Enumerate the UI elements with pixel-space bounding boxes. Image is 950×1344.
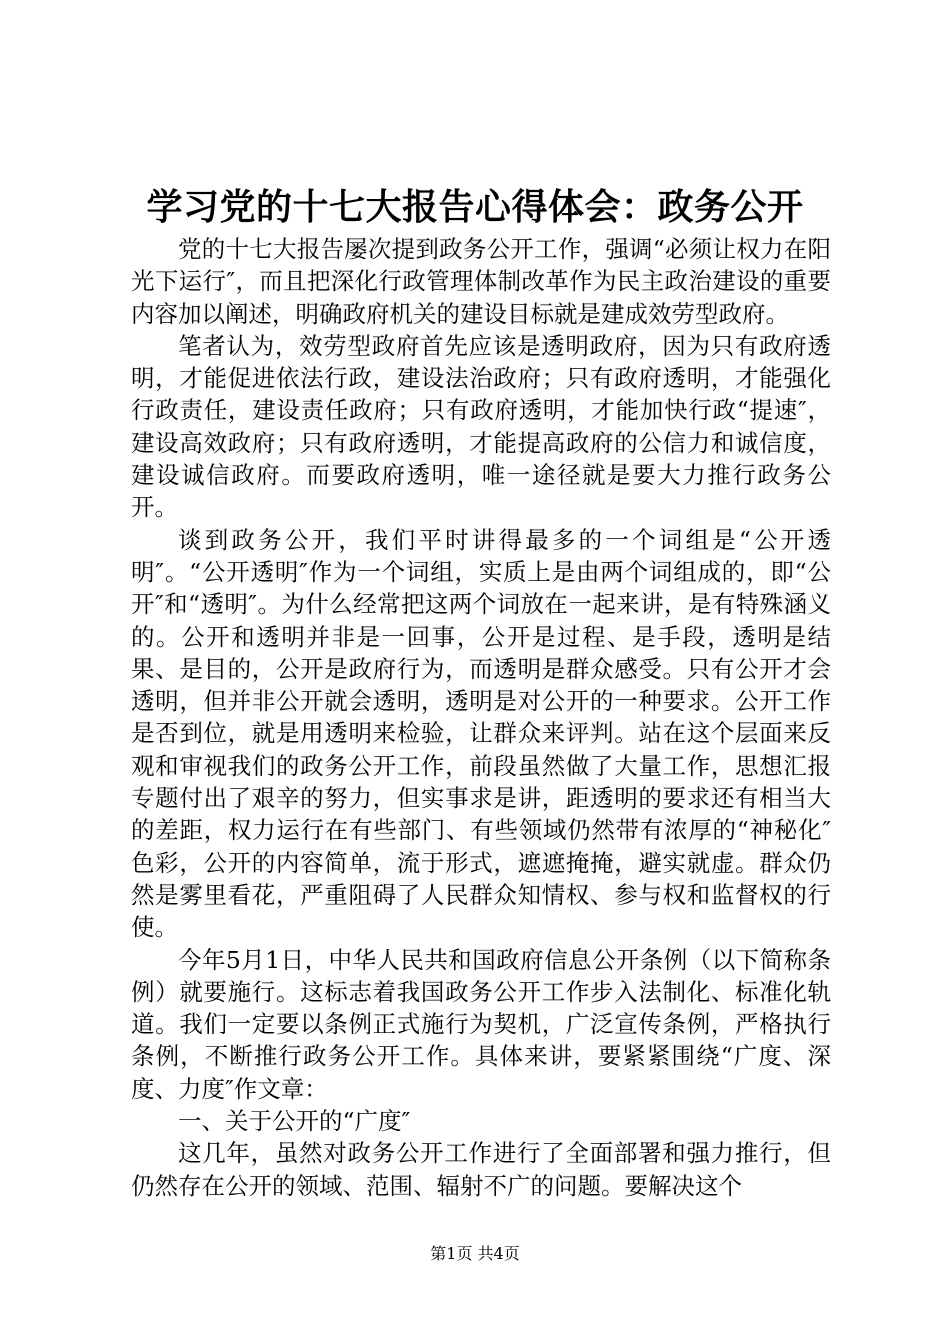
document-body — [131, 233, 831, 1202]
section-heading-1: 一、关于公开的“广度″ — [178, 1107, 411, 1136]
paragraph-5: 这几年，虽然对政务公开工作进行了全面部署和强力推行，但仍然存在公开的领域、范围、辐射不广的问题。要解决这个 — [131, 1139, 831, 1200]
document-title: 学习党的十七大报告心得体会：政务公开 — [146, 186, 804, 228]
page-footer: 第1页 共4页 — [430, 1244, 520, 1263]
paragraph-2: 笔者认为，效劳型政府首先应该是透明政府，因为只有政府透明，才能促进依法行政，建设法治政府；只有政府透明，才能强化行政责任，建设责任政府；只有政府透明，才能加快行政“提速″，建设高效政府；只有政府透明，才能提高政府的公信力和诚信度，建设诚信政府。而要政府透明，唯一途径就是要大力推行政务公开。 — [131, 331, 831, 522]
paragraph-4: 今年5月1日，中华人民共和国政府信息公开条例（以下简称条例）就要施行。这标志着我国政务公开工作步入法制化、标准化轨道。我们一定要以条例正式施行为契机，广泛宣传条例，严格执行条例，不断推行政务公开工作。具体来讲，要紧紧围绕“广度、深度、力度″作文章： — [131, 945, 831, 1103]
paragraph-1: 党的十七大报告屡次提到政务公开工作，强调“必须让权力在阳光下运行″，而且把深化行政管理体制改革作为民主政治建设的重要内容加以阐述，明确政府机关的建设目标就是建成效劳型政府。 — [131, 235, 831, 328]
paragraph-3: 谈到政务公开，我们平时讲得最多的一个词组是“公开透明″。“公开透明″作为一个词组，实质上是由两个词组成的，即“公开″和“透明″。为什么经常把这两个词放在一起来讲，是有特殊涵义的。公开和透明并非是一回事，公开是过程、是手段，透明是结果、是目的，公开是政府行为，而透明是群众感受。只有公开才会透明，但并非公开就会透明，透明是对公开的一种要求。公开工作是否到位，就是用透明来检验，让群众来评判。站在这个层面来反观和审视我们的政务公开工作，前段虽然做了大量工作，思想汇报专题付出了艰辛的努力，但实事求是讲，距透明的要求还有相当大的差距，权力运行在有些部门、有些领域仍然带有浓厚的“神秘化″色彩，公开的内容简单，流于形式，遮遮掩掩，避实就虚。群众仍然是雾里看花，严重阻碍了人民群众知情权、参与权和监督权的行使。 — [131, 525, 831, 942]
